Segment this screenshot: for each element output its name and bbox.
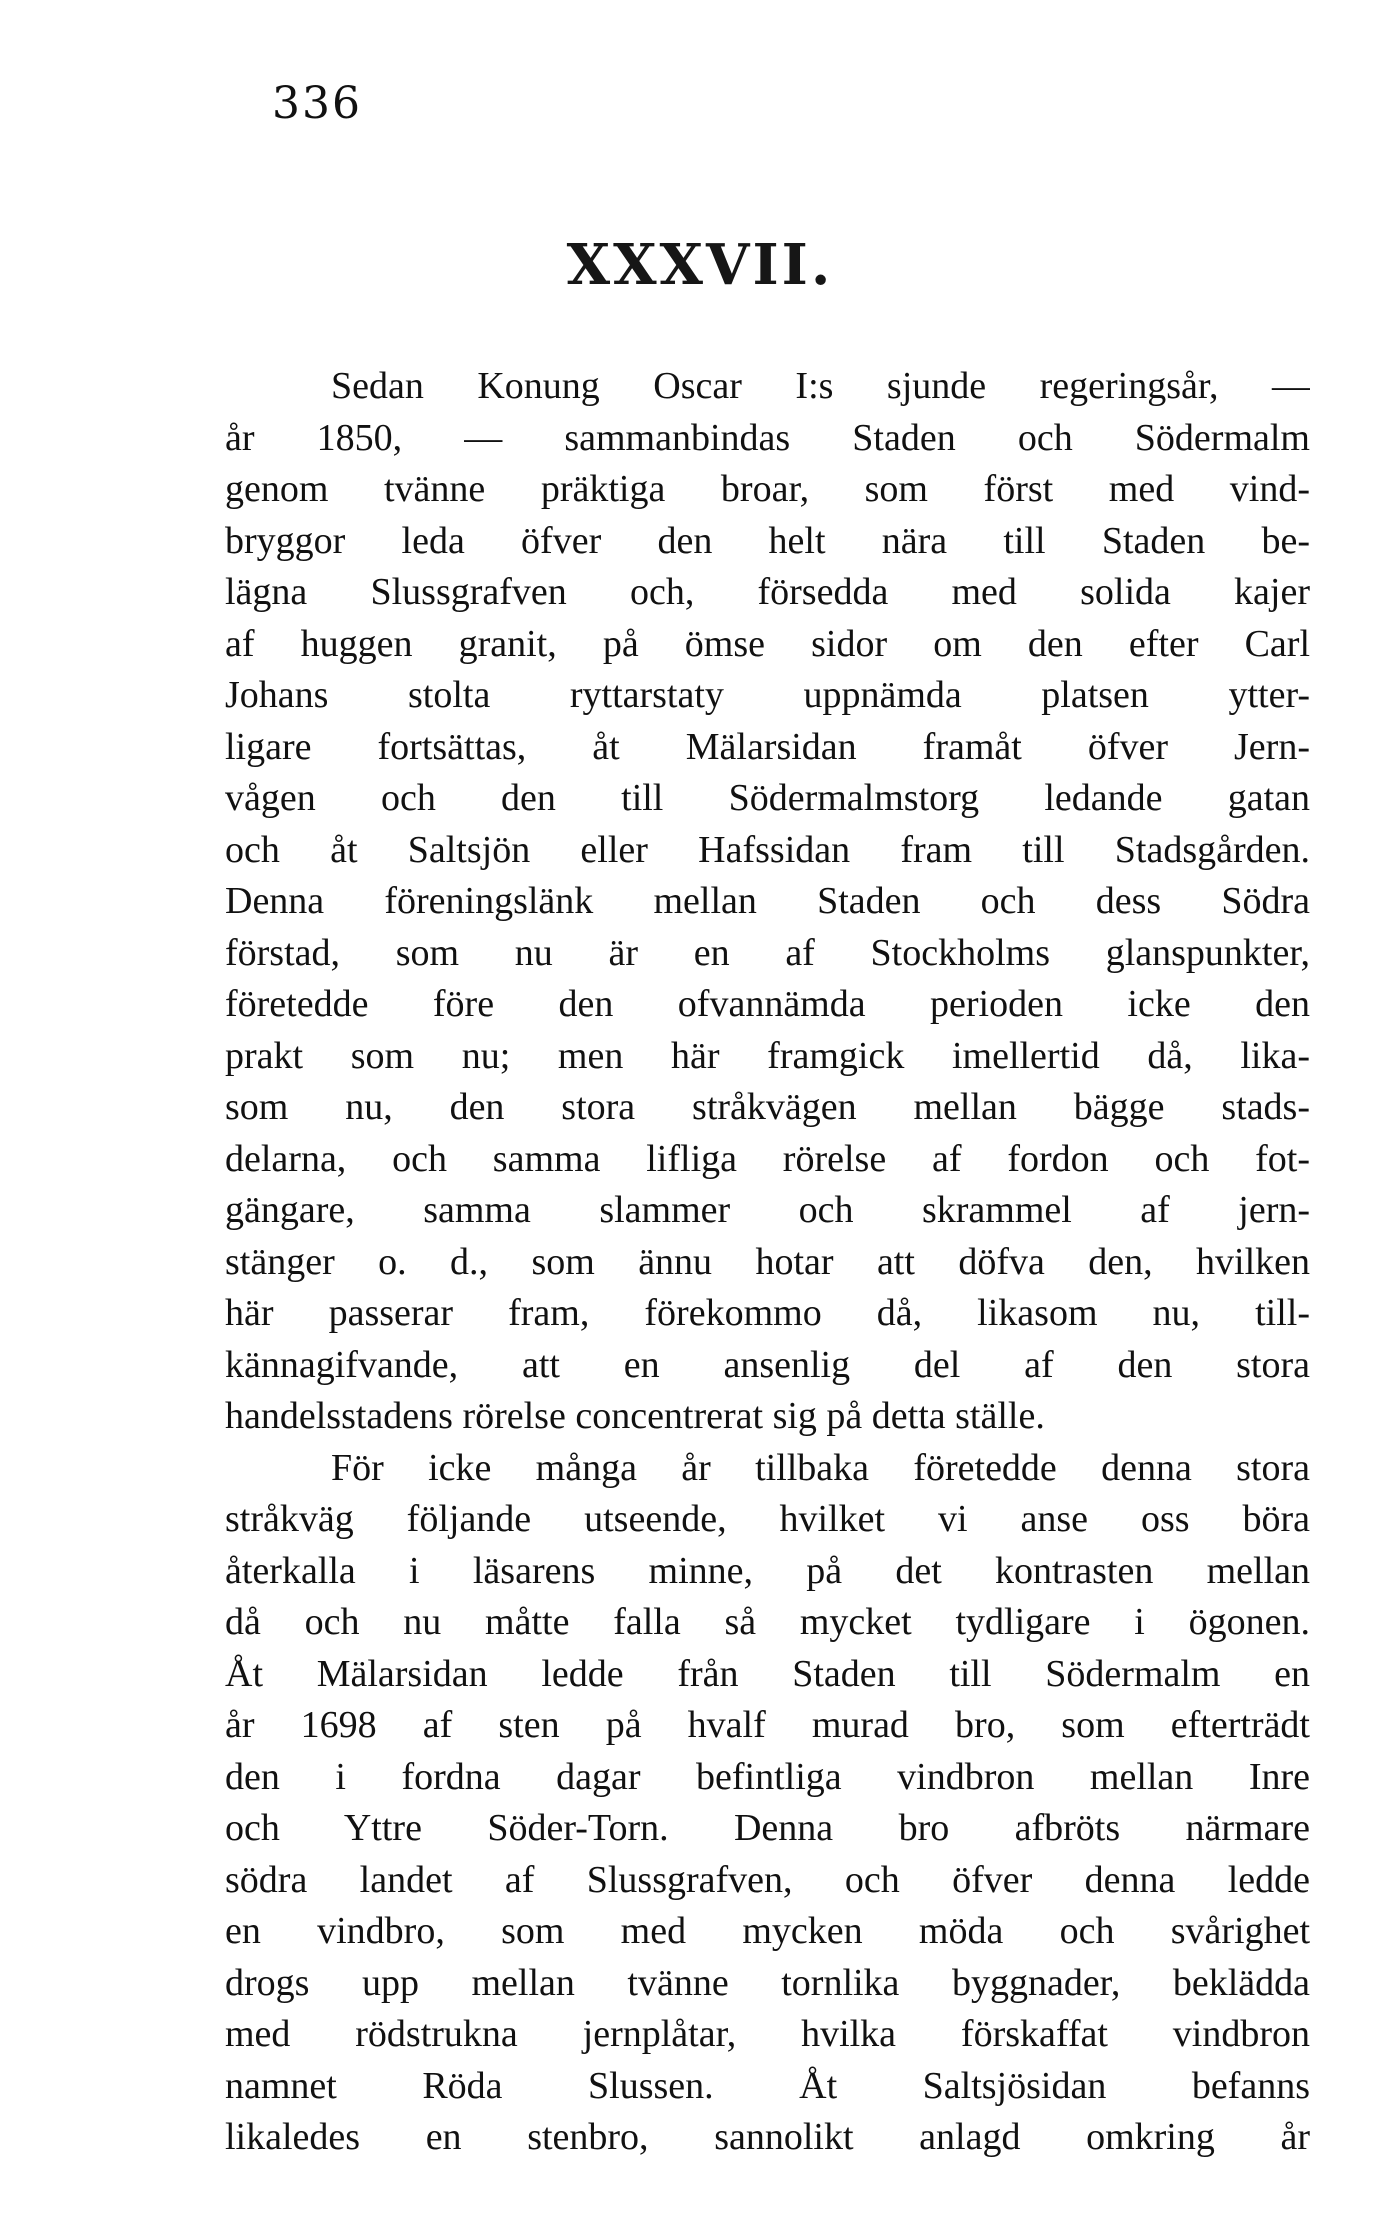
text-line: då och nu måtte falla så mycket tydligare i ögonen.: [225, 1601, 1310, 1643]
text-line: stråkväg följande utseende, hvilket vi anse oss böra: [225, 1498, 1310, 1540]
paragraph-1: [225, 361, 1310, 1443]
text-line: år 1850, — sammanbindas Staden och Södermalm: [225, 416, 1310, 459]
text-line: lägna Slussgrafven och, försedda med solida kajer: [225, 571, 1310, 613]
text-line: gängare, samma slammer och skrammel af jern-: [225, 1189, 1310, 1231]
text-line: af huggen granit, på ömse sidor om den efter Carl: [225, 622, 1310, 665]
chapter-heading: XXXVII.: [566, 232, 834, 298]
text-line: bryggor leda öfver den helt nära till Staden be-: [225, 519, 1310, 562]
text-line: en vindbro, som med mycken möda och svårighet: [225, 1910, 1310, 1952]
text-line: För icke många år tillbaka företedde denna stora: [331, 1446, 1310, 1489]
body-text: [225, 361, 1310, 2164]
text-line: Sedan Konung Oscar I:s sjunde regeringsår, —: [331, 365, 1310, 407]
text-line: år 1698 af sten på hvalf murad bro, som efterträdt: [225, 1704, 1310, 1746]
text-line: Johans stolta ryttarstaty uppnämda platsen ytter-: [225, 674, 1310, 716]
text-line: vågen och den till Södermalmstorg ledande gatan: [225, 777, 1310, 819]
text-line: likaledes en stenbro, sannolikt anlagd omkring år: [225, 2116, 1310, 2158]
paragraph-2: [225, 1443, 1310, 2164]
text-line: kännagifvande, att en ansenlig del af den stora: [225, 1343, 1310, 1386]
text-line: och åt Saltsjön eller Hafssidan fram till Stadsgården.: [225, 828, 1310, 871]
text-line: här passerar fram, förekommo då, likasom nu, till-: [225, 1292, 1310, 1334]
text-line: genom tvänne präktiga broar, som först med vind-: [225, 468, 1310, 510]
text-line: Åt Mälarsidan ledde från Staden till Södermalm en: [225, 1652, 1310, 1695]
text-line: delarna, och samma lifliga rörelse af fordon och fot-: [225, 1137, 1310, 1180]
page-number: 336: [272, 78, 362, 129]
text-line: företedde före den ofvannämda perioden icke den: [225, 983, 1310, 1025]
text-line: förstad, som nu är en af Stockholms glanspunkter,: [225, 931, 1310, 974]
text-line: som nu, den stora stråkvägen mellan bägge stads-: [225, 1086, 1310, 1128]
text-line: drogs upp mellan tvänne tornlika byggnader, beklädda: [225, 1961, 1310, 2004]
text-line: stänger o. d., som ännu hotar att döfva den, hvilken: [225, 1240, 1310, 1283]
text-line: prakt som nu; men här framgick imellertid då, lika-: [225, 1034, 1310, 1077]
text-line: ligare fortsättas, åt Mälarsidan framåt öfver Jern-: [225, 725, 1310, 768]
text-line: återkalla i läsarens minne, på det kontrasten mellan: [225, 1549, 1310, 1592]
text-line: södra landet af Slussgrafven, och öfver denna ledde: [225, 1858, 1310, 1901]
text-line: namnet Röda Slussen. Åt Saltsjösidan befanns: [225, 2064, 1310, 2107]
text-line: handelsstadens rörelse concentrerat sig på detta ställe.: [225, 1395, 1045, 1437]
text-line: den i fordna dagar befintliga vindbron mellan Inre: [225, 1755, 1310, 1798]
text-line: Denna föreningslänk mellan Staden och dess Södra: [225, 880, 1310, 922]
text-line: med rödstrukna jernplåtar, hvilka förskaffat vindbron: [225, 2013, 1310, 2055]
text-line: och Yttre Söder-Torn. Denna bro afbröts närmare: [225, 1807, 1310, 1849]
